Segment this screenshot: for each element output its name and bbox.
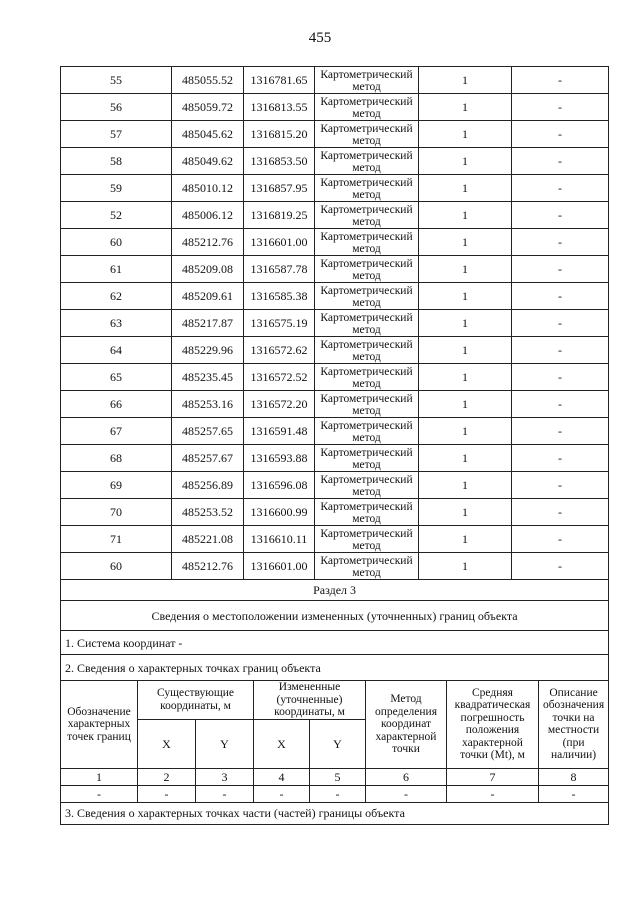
x-coordinate-cell: 485235.45 [172, 364, 244, 391]
accuracy-cell: 1 [419, 256, 512, 283]
table-row [61, 121, 609, 148]
column-number: 2 [138, 768, 196, 785]
y-coordinate-cell: 1316857.95 [244, 175, 315, 202]
header-changed-coordinates: Измененные (уточненные) координаты, м [254, 681, 366, 720]
table-row [61, 418, 609, 445]
header-method: Метод определения координат характерной точки [366, 681, 447, 769]
point-number-cell: 60 [61, 553, 172, 580]
method-cell: Картометрический метод [315, 256, 419, 283]
method-cell: Картометрический метод [315, 418, 419, 445]
method-cell: Картометрический метод [315, 553, 419, 580]
description-cell: - [512, 256, 609, 283]
method-cell: Картометрический метод [315, 499, 419, 526]
y-coordinate-cell: 1316781.65 [244, 67, 315, 94]
x-coordinate-cell: 485217.87 [172, 310, 244, 337]
y-coordinate-cell: 1316853.50 [244, 148, 315, 175]
table-row [61, 445, 609, 472]
accuracy-cell: 1 [419, 337, 512, 364]
accuracy-cell: 1 [419, 148, 512, 175]
method-cell: Картометрический метод [315, 148, 419, 175]
x-coordinate-cell: 485212.76 [172, 553, 244, 580]
x-coordinate-cell: 485253.52 [172, 499, 244, 526]
method-cell: Картометрический метод [315, 229, 419, 256]
accuracy-cell: 1 [419, 310, 512, 337]
accuracy-cell: 1 [419, 229, 512, 256]
table-row [61, 202, 609, 229]
y-coordinate-cell: 1316601.00 [244, 229, 315, 256]
y-coordinate-cell: 1316813.55 [244, 94, 315, 121]
y-coordinate-cell: 1316572.20 [244, 391, 315, 418]
header-accuracy: Средняя квадратическая погрешность положения характерной точки (Mt), м [447, 681, 539, 769]
accuracy-cell: 1 [419, 418, 512, 445]
method-cell: Картометрический метод [315, 310, 419, 337]
column-number: 7 [447, 768, 539, 785]
x-coordinate-cell: 485257.67 [172, 445, 244, 472]
table-row [61, 472, 609, 499]
x-coordinate-cell: 485221.08 [172, 526, 244, 553]
x-coordinate-cell: 485212.76 [172, 229, 244, 256]
column-number: 5 [310, 768, 366, 785]
description-cell: - [512, 553, 609, 580]
table-row [61, 526, 609, 553]
y-coordinate-cell: 1316819.25 [244, 202, 315, 229]
header-description: Описание обозначения точки на местности (при наличии) [539, 681, 609, 769]
point-number-cell: 63 [61, 310, 172, 337]
empty-data-row [61, 785, 609, 802]
header-changed-x: X [254, 719, 310, 768]
point-number-cell: 55 [61, 67, 172, 94]
table-row [61, 256, 609, 283]
method-cell: Картометрический метод [315, 121, 419, 148]
point-number-cell: 65 [61, 364, 172, 391]
accuracy-cell: 1 [419, 202, 512, 229]
column-number: 8 [539, 768, 609, 785]
description-cell: - [512, 310, 609, 337]
point-number-cell: 66 [61, 391, 172, 418]
method-cell: Картометрический метод [315, 67, 419, 94]
accuracy-cell: 1 [419, 121, 512, 148]
method-cell: Картометрический метод [315, 94, 419, 121]
empty-cell: - [61, 785, 138, 802]
description-cell: - [512, 364, 609, 391]
description-cell: - [512, 418, 609, 445]
header-existing-coordinates: Существующие координаты, м [138, 681, 254, 720]
table-row [61, 337, 609, 364]
column-number: 3 [196, 768, 254, 785]
empty-cell: - [366, 785, 447, 802]
description-cell: - [512, 121, 609, 148]
point-number-cell: 61 [61, 256, 172, 283]
method-cell: Картометрический метод [315, 445, 419, 472]
column-numbers-row [61, 768, 609, 785]
accuracy-cell: 1 [419, 94, 512, 121]
accuracy-cell: 1 [419, 175, 512, 202]
description-cell: - [512, 229, 609, 256]
x-coordinate-cell: 485257.65 [172, 418, 244, 445]
point-number-cell: 64 [61, 337, 172, 364]
section-heading: Сведения о местоположении измененных (уточненных) границ объекта [61, 601, 609, 631]
empty-cell: - [138, 785, 196, 802]
accuracy-cell: 1 [419, 283, 512, 310]
point-number-cell: 52 [61, 202, 172, 229]
accuracy-cell: 1 [419, 499, 512, 526]
empty-cell: - [196, 785, 254, 802]
section-title: Раздел 3 [61, 580, 609, 601]
x-coordinate-cell: 485209.08 [172, 256, 244, 283]
method-cell: Картометрический метод [315, 337, 419, 364]
x-coordinate-cell: 485006.12 [172, 202, 244, 229]
y-coordinate-cell: 1316815.20 [244, 121, 315, 148]
y-coordinate-cell: 1316601.00 [244, 553, 315, 580]
header-existing-x: X [138, 719, 196, 768]
header-changed-y: Y [310, 719, 366, 768]
x-coordinate-cell: 485010.12 [172, 175, 244, 202]
accuracy-cell: 1 [419, 445, 512, 472]
y-coordinate-cell: 1316572.62 [244, 337, 315, 364]
description-cell: - [512, 67, 609, 94]
y-coordinate-cell: 1316575.19 [244, 310, 315, 337]
point-number-cell: 69 [61, 472, 172, 499]
table-row [61, 148, 609, 175]
column-number: 4 [254, 768, 310, 785]
point-number-cell: 67 [61, 418, 172, 445]
description-cell: - [512, 445, 609, 472]
method-cell: Картометрический метод [315, 364, 419, 391]
y-coordinate-cell: 1316591.48 [244, 418, 315, 445]
y-coordinate-cell: 1316593.88 [244, 445, 315, 472]
coordinate-system: 1. Система координат - [61, 631, 609, 655]
table-row [61, 553, 609, 580]
description-cell: - [512, 337, 609, 364]
description-cell: - [512, 148, 609, 175]
x-coordinate-cell: 485209.61 [172, 283, 244, 310]
x-coordinate-cell: 485045.62 [172, 121, 244, 148]
part-points-heading: 3. Сведения о характерных точках части (частей) границы объекта [61, 802, 609, 824]
point-number-cell: 62 [61, 283, 172, 310]
table-row [61, 229, 609, 256]
point-number-cell: 57 [61, 121, 172, 148]
point-number-cell: 68 [61, 445, 172, 472]
table-row [61, 175, 609, 202]
page-number: 455 [308, 30, 332, 46]
y-coordinate-cell: 1316585.38 [244, 283, 315, 310]
empty-cell: - [254, 785, 310, 802]
description-cell: - [512, 526, 609, 553]
column-number: 1 [61, 768, 138, 785]
description-cell: - [512, 175, 609, 202]
x-coordinate-cell: 485253.16 [172, 391, 244, 418]
table-row [61, 283, 609, 310]
table-row [61, 391, 609, 418]
x-coordinate-cell: 485059.72 [172, 94, 244, 121]
description-cell: - [512, 472, 609, 499]
x-coordinate-cell: 485055.52 [172, 67, 244, 94]
accuracy-cell: 1 [419, 391, 512, 418]
empty-cell: - [310, 785, 366, 802]
method-cell: Картометрический метод [315, 283, 419, 310]
point-number-cell: 56 [61, 94, 172, 121]
table-row [61, 310, 609, 337]
y-coordinate-cell: 1316572.52 [244, 364, 315, 391]
points-table [60, 66, 609, 580]
accuracy-cell: 1 [419, 472, 512, 499]
header-designation: Обозначение характерных точек границ [61, 681, 138, 769]
accuracy-cell: 1 [419, 364, 512, 391]
description-cell: - [512, 94, 609, 121]
points-table-body [61, 67, 609, 580]
x-coordinate-cell: 485256.89 [172, 472, 244, 499]
header-existing-y: Y [196, 719, 254, 768]
point-number-cell: 71 [61, 526, 172, 553]
point-number-cell: 59 [61, 175, 172, 202]
method-cell: Картометрический метод [315, 175, 419, 202]
y-coordinate-cell: 1316600.99 [244, 499, 315, 526]
table-row [61, 94, 609, 121]
description-cell: - [512, 499, 609, 526]
accuracy-cell: 1 [419, 553, 512, 580]
method-cell: Картометрический метод [315, 472, 419, 499]
y-coordinate-cell: 1316610.11 [244, 526, 315, 553]
accuracy-cell: 1 [419, 526, 512, 553]
x-coordinate-cell: 485229.96 [172, 337, 244, 364]
point-number-cell: 70 [61, 499, 172, 526]
y-coordinate-cell: 1316587.78 [244, 256, 315, 283]
method-cell: Картометрический метод [315, 391, 419, 418]
table-row [61, 499, 609, 526]
accuracy-cell: 1 [419, 67, 512, 94]
points-heading: 2. Сведения о характерных точках границ объекта [61, 655, 609, 681]
point-number-cell: 58 [61, 148, 172, 175]
point-number-cell: 60 [61, 229, 172, 256]
empty-cell: - [447, 785, 539, 802]
column-number: 6 [366, 768, 447, 785]
table-row [61, 67, 609, 94]
table-row [61, 364, 609, 391]
section3-table [60, 579, 609, 825]
description-cell: - [512, 283, 609, 310]
description-cell: - [512, 202, 609, 229]
x-coordinate-cell: 485049.62 [172, 148, 244, 175]
empty-cell: - [539, 785, 609, 802]
y-coordinate-cell: 1316596.08 [244, 472, 315, 499]
description-cell: - [512, 391, 609, 418]
method-cell: Картометрический метод [315, 202, 419, 229]
method-cell: Картометрический метод [315, 526, 419, 553]
